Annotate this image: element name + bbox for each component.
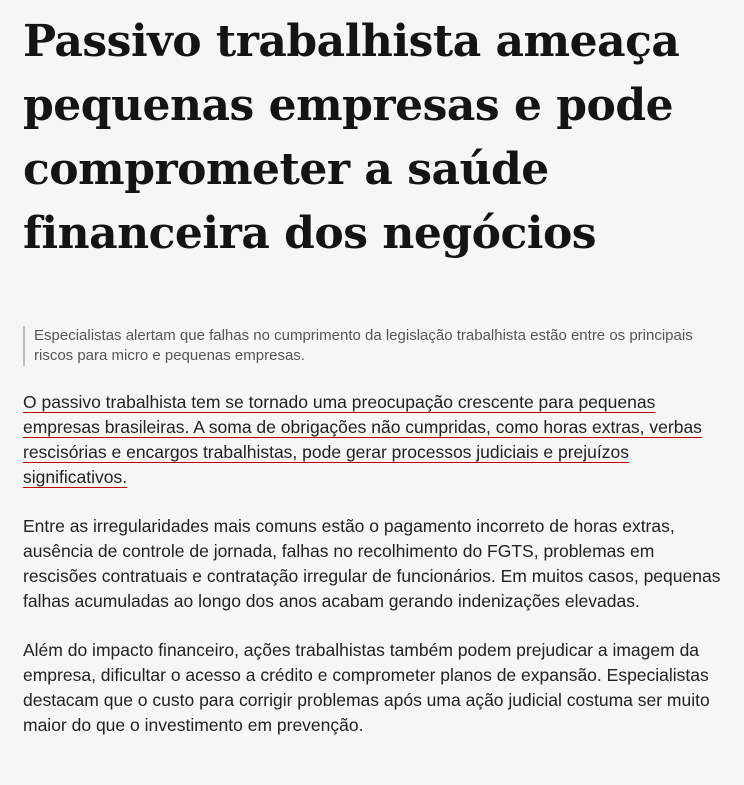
article-headline: Passivo trabalhista ameaça pequenas empresas e pode comprometer a saúde financeira dos negócios xyxy=(23,16,680,259)
article-paragraph: Entre as irregularidades mais comuns estão o pagamento incorreto de horas extras, ausência de controle de jornada, falhas no recolhimento do FGTS, problemas em rescisões contratuais e contratação irregular de funcionários. Em muitos casos, pequenas falhas acumuladas ao longo dos anos acabam gerando indenizações elevadas. xyxy=(23,516,721,611)
lead-paragraph-link[interactable]: O passivo trabalhista tem se tornado uma preocupação crescente para pequenas empresas brasileiras. A soma de obrigações não cumpridas, como horas extras, verbas rescisórias e encargos trabalhistas, pode gerar processos judiciais e prejuízos significativos. xyxy=(23,392,702,487)
article-body xyxy=(23,390,723,738)
article-paragraph: Além do impacto financeiro, ações trabalhistas também podem prejudicar a imagem da empresa, dificultar o acesso a crédito e comprometer planos de expansão. Especialistas destacam que o custo para corrigir problemas após uma ação judicial costuma ser muito maior do que o investimento em prevenção. xyxy=(23,640,710,735)
article-paragraph-lead xyxy=(23,390,723,490)
article xyxy=(23,10,723,762)
article-standfirst: Especialistas alertam que falhas no cumprimento da legislação trabalhista estão entre os principais riscos para micro e pequenas empresas. xyxy=(23,326,714,366)
